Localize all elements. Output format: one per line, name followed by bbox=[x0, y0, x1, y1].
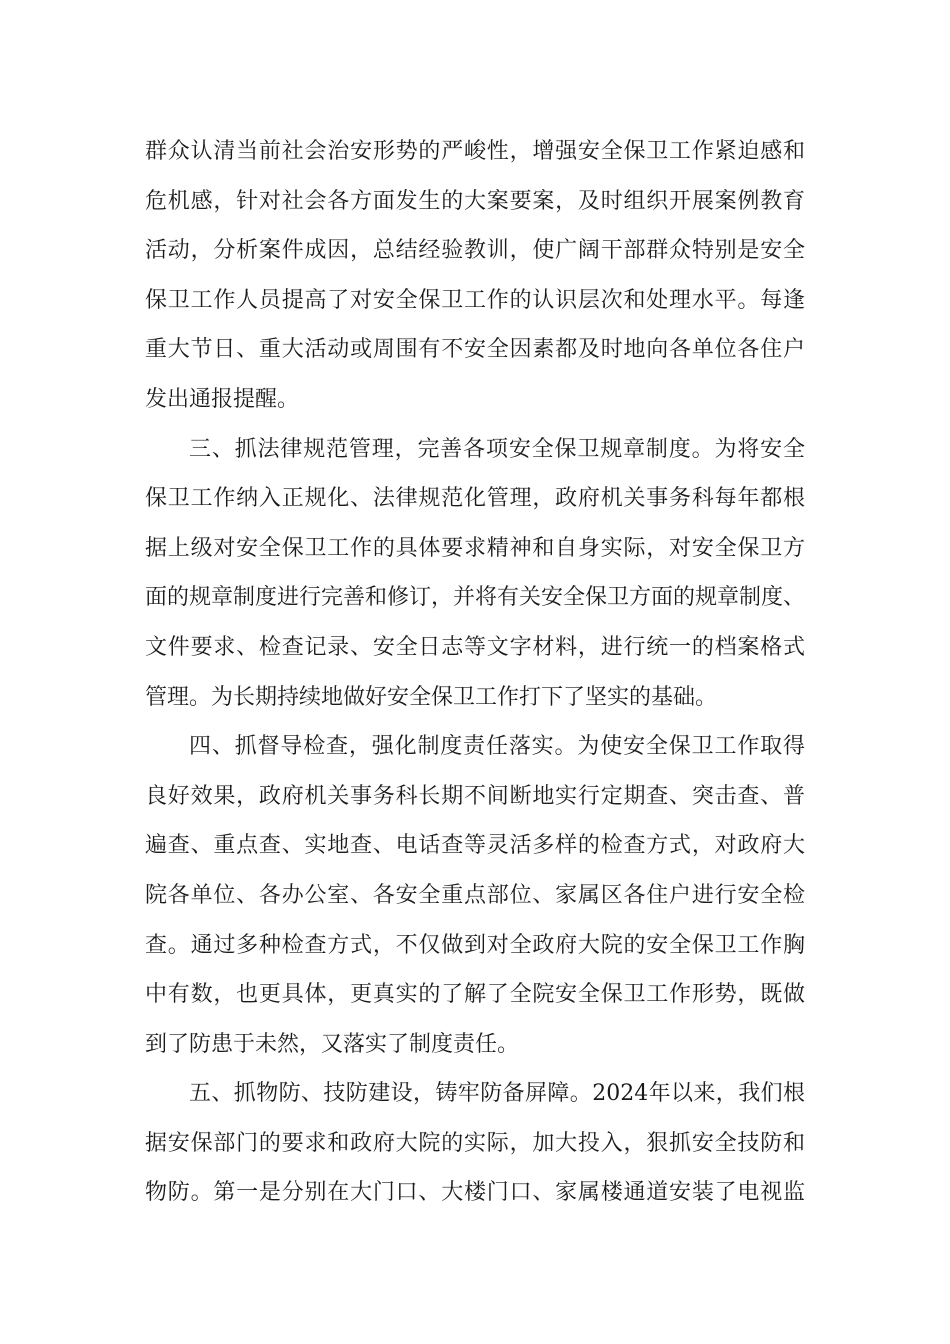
text-line: 到了防患于未然，又落实了制度责任。 bbox=[145, 1031, 520, 1057]
text-line: 查。通过多种检查方式，不仅做到对全政府大院的安全保卫工作胸 bbox=[145, 932, 805, 958]
text-line: 活动，分析案件成因，总结经验教训，使广阔干部群众特别是安全 bbox=[145, 238, 805, 264]
text-line: 据安保部门的要求和政府大院的实际，加大投入，狠抓安全技防和 bbox=[145, 1130, 805, 1156]
section-heading-line: 三、抓法律规范管理，完善各项安全保卫规章制度。为将安全 bbox=[189, 436, 805, 462]
text-line: 保卫工作人员提高了对安全保卫工作的认识层次和处理水平。每逢 bbox=[145, 287, 805, 313]
text-line: 物防。第一是分别在大门口、大楼门口、家属楼通道安装了电视监 bbox=[145, 1180, 805, 1206]
section-heading-line: 五、抓物防、技防建设，铸牢防备屏障。2024年以来，我们根 bbox=[189, 1081, 805, 1107]
text-line: 良好效果，政府机关事务科长期不间断地实行定期查、突击查、普 bbox=[145, 783, 805, 809]
section-heading-line: 四、抓督导检查，强化制度责任落实。为使安全保卫工作取得 bbox=[189, 734, 805, 760]
text-line: 院各单位、各办公室、各安全重点部位、家属区各住户进行安全检 bbox=[145, 882, 805, 908]
paragraph-section-five bbox=[145, 1069, 805, 1218]
paragraph-section-three bbox=[145, 425, 805, 723]
text-line: 保卫工作纳入正规化、法律规范化管理，政府机关事务科每年都根 bbox=[145, 486, 805, 512]
text-line: 管理。为长期持续地做好安全保卫工作打下了坚实的基础。 bbox=[145, 684, 718, 710]
text-line: 中有数，也更具体，更真实的了解了全院安全保卫工作形势，既做 bbox=[145, 982, 805, 1008]
text-line: 发出通报提醒。 bbox=[145, 386, 300, 412]
text-line: 群众认清当前社会治安形势的严峻性，增强安全保卫工作紧迫感和 bbox=[145, 139, 805, 164]
document-body bbox=[145, 127, 805, 1218]
paragraph-continued bbox=[145, 127, 805, 425]
text-line: 危机感，针对社会各方面发生的大案要案，及时组织开展案例教育 bbox=[145, 188, 805, 214]
text-line: 据上级对安全保卫工作的具体要求精神和自身实际，对安全保卫方 bbox=[145, 535, 805, 561]
text-line: 面的规章制度进行完善和修订，并将有关安全保卫方面的规章制度、 bbox=[145, 585, 806, 611]
paragraph-section-four bbox=[145, 722, 805, 1069]
text-line: 重大节日、重大活动或周围有不安全因素都及时地向各单位各住户 bbox=[145, 337, 805, 363]
text-line: 遍查、重点查、实地查、电话查等灵活多样的检查方式，对政府大 bbox=[145, 833, 805, 859]
text-line: 文件要求、检查记录、安全日志等文字材料，进行统一的档案格式 bbox=[145, 634, 805, 660]
